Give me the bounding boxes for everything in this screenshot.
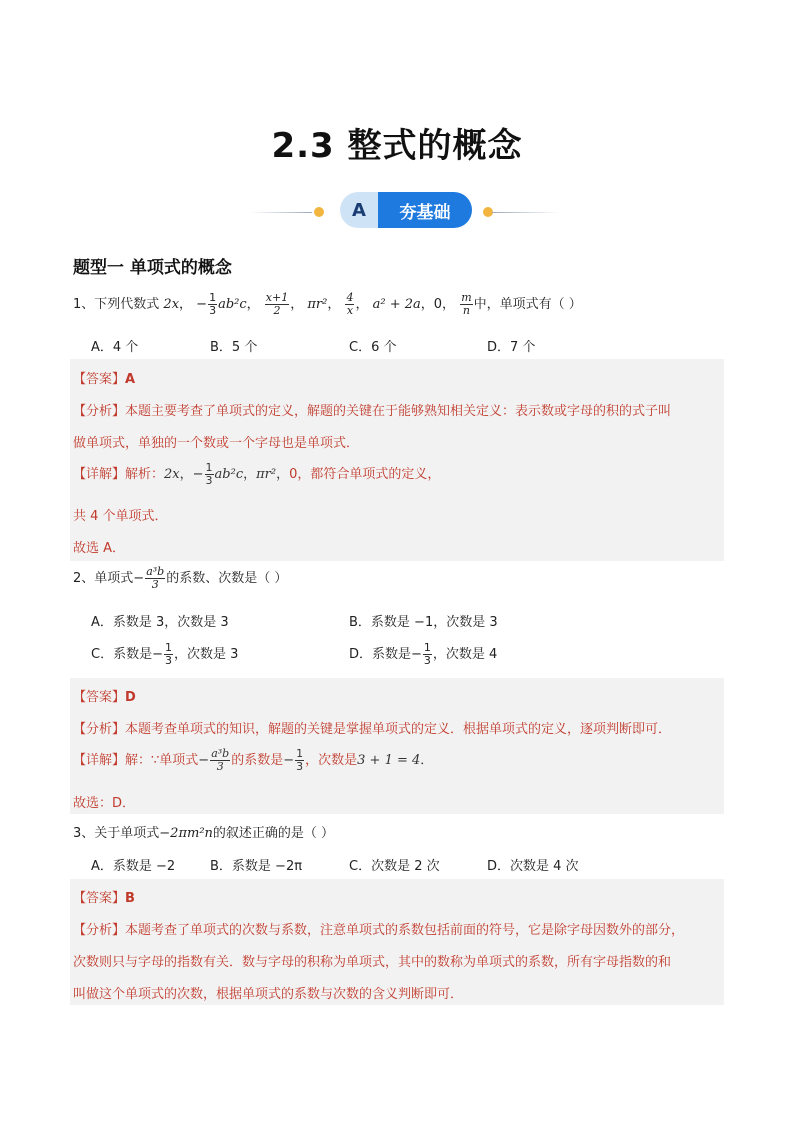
badge-letter: A [340,192,378,228]
q1-detail-2: 共 4 个单项式． [73,509,168,524]
q1-term-4: a² + 2a [372,297,421,312]
q1-detail-1: 【详解】解析：2x，− $\frac{1}{3}$ ab²c，πr²，0，都符合单项式的定义， [73,461,441,487]
divider-left [250,212,312,213]
q3-answer: 【答案】B [73,891,135,906]
question-1: 1、下列代数式 2x， − $\frac{1}{3}$ ab²c， $\frac{x+1}{2}$ ， πr²， $\frac{4}{x}$ ， a² + 2a，0， $\frac{m}{n}$ 中，单项式有（ ） [73,291,582,317]
section-badge [250,192,560,228]
q2-solution-box [70,678,724,814]
divider-right [492,212,560,213]
badge-pill [340,192,472,228]
q3-option-c[interactable]: C．次数是 2 次 [349,859,440,874]
q3-option-a[interactable]: A．系数是 −2 [91,859,176,874]
q1-frac-4x: $\frac{4}{x}$ [346,291,354,317]
q3-analysis-3: 叫做这个单项式的次数，根据单项式的系数与次数的含义判断即可． [73,987,464,1002]
section-title: 题型一 单项式的概念 [73,258,232,278]
q3-term: −2πm²n [159,826,213,841]
q1-frac-third: $\frac{1}{3}$ [209,291,217,317]
q1-frac-x1: $\frac{x+1}{2}$ [265,291,289,317]
q2-detail-1: 【详解】解：∵单项式− $\frac{\text{a³b}}{3}$ 的系数是− $\frac{1}{3}$ ，次数是3 + 1 = 4． [73,747,434,773]
q1-analysis-2: 做单项式，单独的一个数或一个字母也是单项式． [73,436,360,451]
q2-analysis: 【分析】本题考查单项式的知识，解题的关键是掌握单项式的定义．根据单项式的定义，逐项判断即可． [73,722,672,737]
q2-answer: 【答案】D [73,690,136,705]
q1-suffix: 中，单项式有（ ） [473,297,582,312]
q3-option-d[interactable]: D．次数是 4 次 [487,859,579,874]
q2-option-a[interactable]: A．系数是 3，次数是 3 [91,615,229,630]
q1-option-a[interactable]: A．4 个 [91,340,139,355]
q1-option-c[interactable]: C．6 个 [349,340,397,355]
q2-detail-2: 故选：D． [73,796,136,811]
q2-option-d[interactable]: D．系数是− $\frac{1}{3}$ ，次数是 4 [349,641,498,667]
q2-option-c[interactable]: C．系数是− $\frac{1}{3}$ ，次数是 3 [91,641,239,667]
q1-term-5: 0 [433,297,443,312]
q1-term-2: ab²c [218,297,247,312]
q1-solution-box [70,359,724,561]
dot-left [314,207,324,217]
q1-frac-mn: $\frac{m}{n}$ [461,291,472,317]
q2-term-frac: $\frac{\text{a³b}}{3}$ [146,565,165,591]
page-title: 2.3 整式的概念 [271,126,523,166]
q3-analysis-2: 次数则只与字母的指数有关．数与字母的积称为单项式，其中的数称为单项式的系数，所有字母指数的和 [73,955,672,970]
q1-term-3: πr² [307,297,328,312]
badge-label: 夯基础 [378,192,472,228]
q1-option-d[interactable]: D．7 个 [487,340,536,355]
q1-detail-3: 故选 A． [73,541,126,556]
q3-analysis-1: 【分析】本题考查了单项式的次数与系数，注意单项式的系数包括前面的符号，它是除字母因数外的部分， [73,923,685,938]
question-3: 3、关于单项式−2πm²n的叙述正确的是（ ） [73,826,335,841]
q1-prefix: 1、下列代数式 [73,297,160,312]
q1-answer: 【答案】A [73,372,136,387]
q2-option-b[interactable]: B．系数是 −1，次数是 3 [349,615,498,630]
q1-option-b[interactable]: B．5 个 [210,340,258,355]
question-2: 2、单项式− $\frac{\text{a³b}}{3}$ 的系数、次数是（ ） [73,565,288,591]
q1-analysis-1: 【分析】本题主要考查了单项式的定义，解题的关键在于能够熟知相关定义：表示数或字母的积的式子叫 [73,404,672,419]
q1-term-1: 2x [163,297,180,312]
q3-option-b[interactable]: B．系数是 −2π [210,859,303,874]
